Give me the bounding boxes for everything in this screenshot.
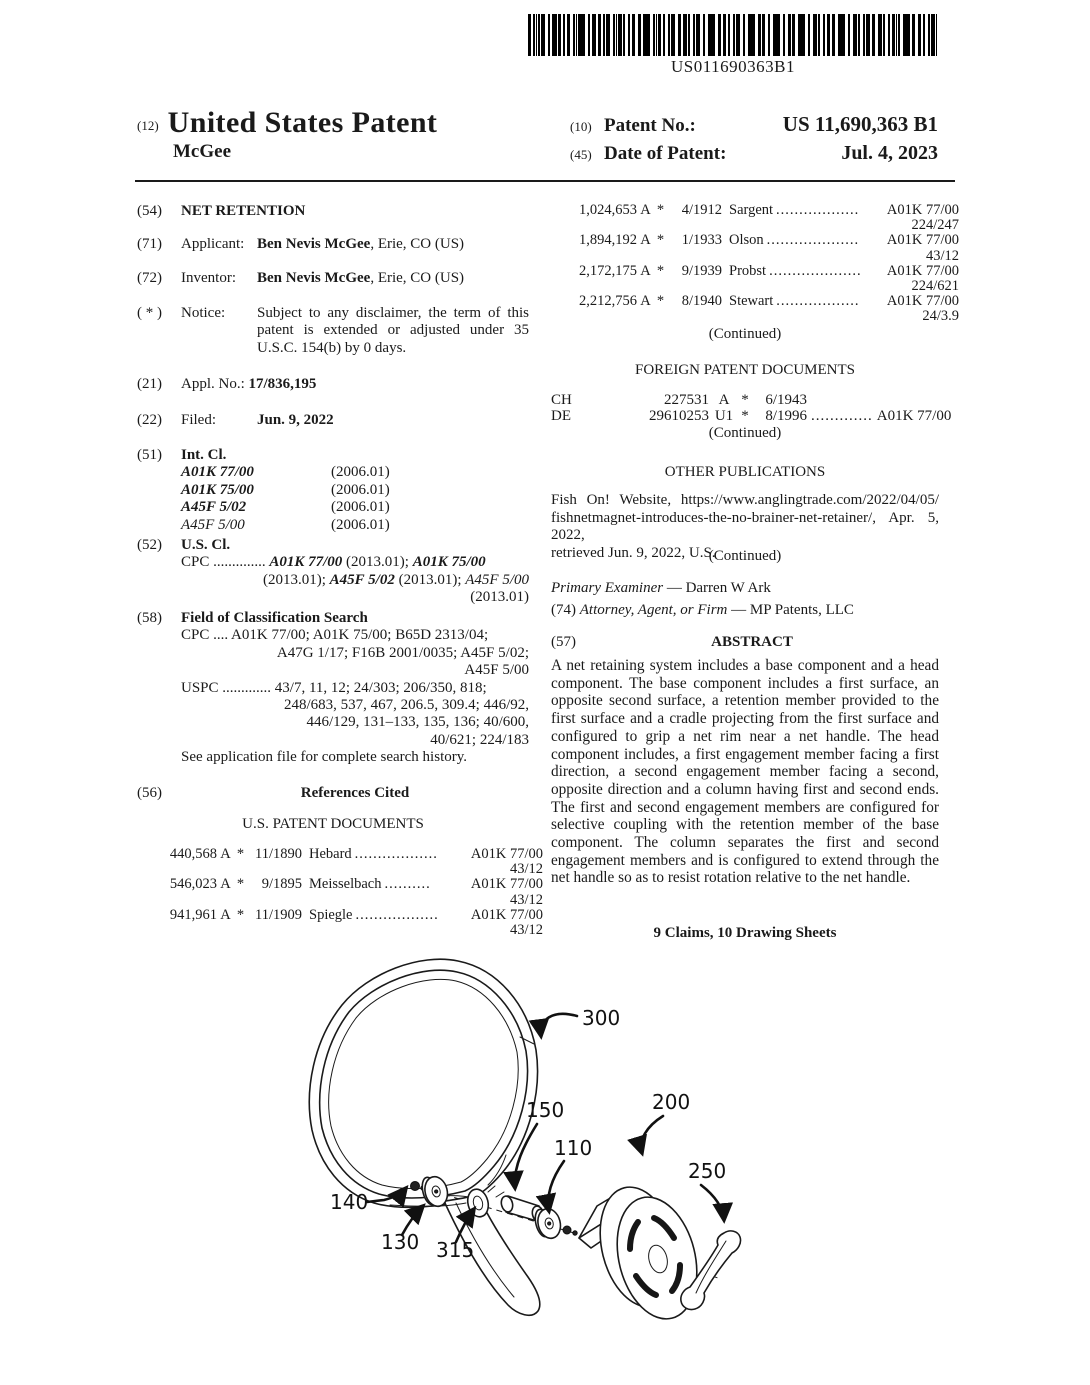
primary-examiner-line: Primary Examiner — Darren W Ark: [551, 580, 771, 596]
ref-label-110: 110: [554, 1136, 593, 1160]
notice-text: Subject to any disclaimer, the term of this patent is extended or adjusted under 35 U.S.C. 154(b) by 0 days.: [257, 305, 529, 356]
claims-drawing-sheets-line: 9 Claims, 10 Drawing Sheets: [653, 925, 837, 941]
reference-row: 941,961 A * 11/1909 Spiegle .................. A01K 77/00 43/12: [169, 906, 543, 939]
int-cl-row: A45F 5/00 (2006.01): [181, 516, 390, 533]
date-field-number: (45): [570, 147, 592, 162]
invention-title: NET RETENTION: [181, 203, 306, 219]
page-title: United States Patent: [167, 106, 438, 139]
other-pubs-continued: (Continued): [708, 548, 782, 564]
barcode-text: US011690363B1: [671, 57, 795, 76]
us-references-right: [551, 203, 959, 325]
field-search-uspc: USPC ............. 43/7, 11, 12; 24/303; 206/350, 818; 248/683, 537, 467, 206.5, 309.4; 446/92, 446/129, 131–133, 135, 136; 40/600, 40/621; 224/183: [181, 679, 529, 748]
int-cl-row: A45F 5/02 (2006.01): [181, 499, 390, 516]
other-publications-heading: OTHER PUBLICATIONS: [664, 464, 826, 480]
date-label: Date of Patent:: [604, 143, 727, 164]
cpc-classification: CPC .............. A01K 77/00 (2013.01); A01K 75/00 (2013.01); A45F 5/02 (2013.01); A45F 5/00 (2013.01): [181, 554, 529, 606]
reference-row: 2,212,756 A * 8/1940 Stewart .................. A01K 77/00 24/3.9: [579, 293, 959, 325]
other-publications-text: Fish On! Website, https://www.anglingtrade.com/2022/04/05/ fishnetmagnet-introduces-the-no-brainer-net-retainer/, Apr. 5, 2022, retrieved Jun. 9, 2022, U.S.: [551, 492, 939, 561]
section-51-int-cl: (51) Int. Cl. A01K 77/00 (2006.01) A01K 75/00 (2006.01) A45F 5/02 (2006.01) A45F 5/00 (2006.01): [137, 447, 529, 534]
leader-arrow-250: [701, 1185, 724, 1220]
us-refs-continued: (Continued): [708, 326, 782, 342]
section-58-field-search: (58) Field of Classification Search CPC .... A01K 77/00; A01K 75/00; B65D 2313/04; A47G 1/17; F16B 2001/0035; A45F 5/02; A45F 5/00 USPC ............. 43/7, 11, 12; 24/303; 206/350, 818; 248/683, 537, 467, 206.5, 309.4; 446/92, 446/129, 131–133, 135, 136; 40/600, 40/621; 224/183 See application file for complete search history.: [137, 610, 529, 766]
references-cited-heading: References Cited: [300, 785, 410, 801]
attorney-line: (74) Attorney, Agent, or Firm — MP Patents, LLC: [551, 602, 854, 618]
field-search-cpc: CPC .... A01K 77/00; A01K 75/00; B65D 2313/04; A47G 1/17; F16B 2001/0035; A45F 5/02; A45F 5/00: [181, 627, 529, 679]
foreign-references: [551, 392, 952, 424]
doc-kind-number: (12): [137, 118, 159, 133]
section-72-inventor: (72) Inventor: Ben Nevis McGee, Erie, CO (US): [137, 270, 465, 286]
reference-row: 440,568 A * 11/1890 Hebard .................. A01K 77/00 43/12: [169, 846, 543, 878]
date-value: Jul. 4, 2023: [841, 142, 938, 164]
reference-row: 1,024,653 A * 4/1912 Sargent .................. A01K 77/00 224/247: [579, 202, 959, 234]
foreign-documents-heading: FOREIGN PATENT DOCUMENTS: [634, 362, 856, 378]
application-number: 17/836,195: [248, 376, 317, 392]
reference-row: 546,023 A * 9/1895 Meisselbach .......... A01K 77/00 43/12: [169, 876, 543, 908]
ref-label-130: 130: [381, 1230, 420, 1254]
ref-label-150: 150: [526, 1098, 565, 1122]
us-patent-documents-heading: U.S. PATENT DOCUMENTS: [242, 816, 424, 832]
reference-row: 1,894,192 A * 1/1933 Olson .................... A01K 77/00 43/12: [579, 232, 959, 264]
section-notice: ( * ) Notice: Subject to any disclaimer, the term of this patent is extended or adjusted under 35 U.S.C. 154(b) by 0 days.: [137, 305, 529, 356]
barcode-image: [528, 14, 938, 56]
patent-no-value: US 11,690,363 B1: [782, 112, 938, 136]
header-left: [137, 106, 537, 163]
ref-label-300: 300: [582, 1006, 621, 1030]
ref-label-140: 140: [330, 1190, 369, 1214]
net-hoop: [309, 959, 537, 1207]
patent-no-label: Patent No.:: [604, 115, 696, 136]
patent-no-field-number: (10): [570, 119, 592, 134]
inventor-name: Ben Nevis McGee: [257, 270, 371, 286]
ref-label-250: 250: [688, 1159, 727, 1183]
abstract-text: A net retaining system includes a base component and a head component. The base component includes a first surface, an opposite second surface, a retention member provided to the first surface and a cradle projecting from the first surface and configured to grip a net rim near a net handle. The head component includes, a first engagement member facing a first direction, a second engagement member facing a second, opposite direction and a column having first and second ends. The first and second engagement members are configured for selective coupling with the retention member of the base component. The column separates the first and second engagement members and is configured to extend through the net handle so as to resist rotation relative to the net handle.: [551, 657, 939, 887]
ref-label-200: 200: [652, 1090, 691, 1114]
abstract-heading: (57) ABSTRACT: [551, 634, 793, 650]
leader-arrow-200: [641, 1116, 663, 1153]
section-71-applicant: (71) Applicant: Ben Nevis McGee, Erie, CO (US): [137, 236, 465, 252]
patent-drawing: [90, 945, 790, 1375]
header-divider: [135, 180, 955, 182]
screw-part-front: [563, 1226, 577, 1235]
ref-label-315: 315: [436, 1238, 475, 1262]
section-56-references: (56) References Cited: [137, 785, 529, 802]
section-52-us-cl: (52) U.S. Cl. CPC .............. A01K 77/00 (2013.01); A01K 75/00 (2013.01); A45F 5/02 (2013.01); A45F 5/00 (2013.01): [137, 537, 529, 606]
foreign-row: CH 227531 A * 6/1943: [551, 392, 807, 408]
inventor-surname: McGee: [173, 141, 232, 162]
filing-date: Jun. 9, 2022: [257, 412, 334, 428]
leader-arrow-110: [548, 1161, 564, 1211]
foreign-refs-continued: (Continued): [708, 425, 782, 441]
foreign-row: DE 29610253 U1 * 8/1996 ............. A01K 77/00: [551, 408, 952, 424]
int-cl-row: A01K 77/00 (2006.01): [181, 464, 390, 481]
section-22-filed: (22) Filed: Jun. 9, 2022: [137, 412, 334, 428]
header-right: [570, 112, 938, 170]
us-references-left: [137, 847, 543, 938]
see-application-note: See application file for complete search history.: [181, 749, 468, 766]
reference-row: 2,172,175 A * 9/1939 Probst .................... A01K 77/00 224/621: [579, 262, 959, 295]
int-cl-row: A01K 75/00 (2006.01): [181, 481, 390, 498]
section-21-appl-no: (21) Appl. No.: 17/836,195: [137, 376, 317, 392]
leader-arrow-300: [541, 1014, 577, 1036]
section-54-title: (54) NET RETENTION: [137, 203, 529, 220]
applicant-name: Ben Nevis McGee: [257, 236, 371, 252]
